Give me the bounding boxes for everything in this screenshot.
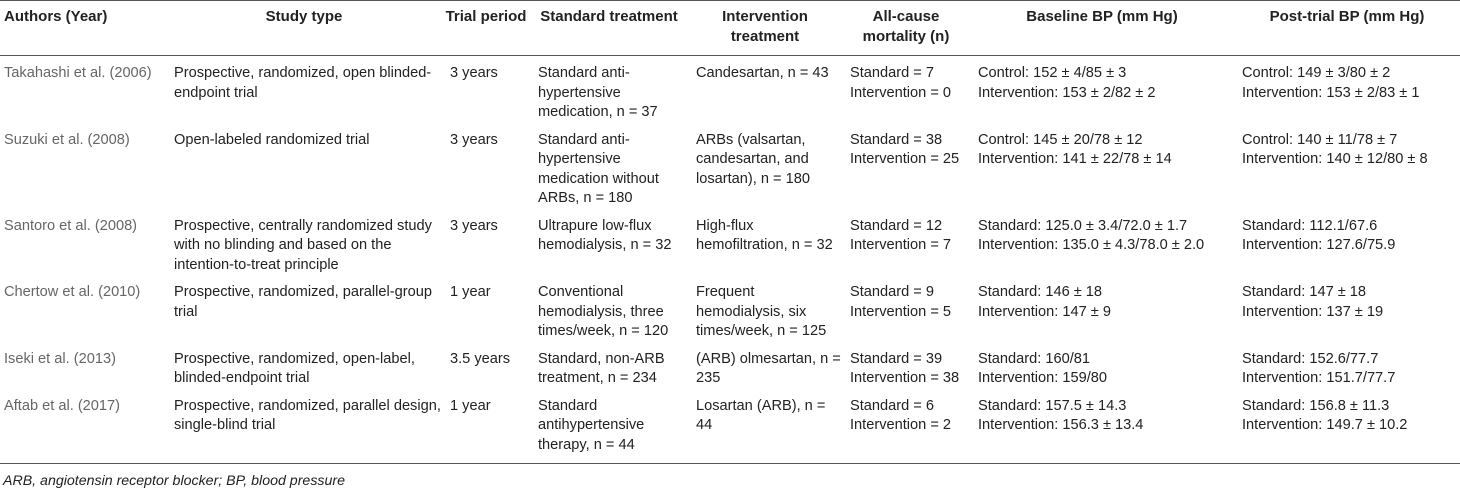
table-header <box>0 1 1460 56</box>
cell-baseline-bp <box>970 278 1234 345</box>
header-post-trial-bp: Post-trial BP (mm Hg) <box>1269 8 1425 25</box>
table-row <box>0 212 1460 279</box>
cell-study-type: Prospective, randomized, open blinded-endpoint trial <box>174 65 432 101</box>
baseline-bp-line: Intervention: 141 ± 22/78 ± 14 <box>978 151 1172 167</box>
cell-mortality <box>842 56 970 126</box>
table-row <box>0 345 1460 392</box>
cell-trial-period: 1 year <box>450 284 491 300</box>
cell-intervention-treatment: ARBs (valsartan, candesartan, and losartan), n = 180 <box>696 131 810 187</box>
mortality-standard: Standard = 7 <box>850 65 934 81</box>
cell-trial-period: 1 year <box>450 397 491 414</box>
cell-intervention-treatment: Losartan (ARB), n = 44 <box>696 397 826 433</box>
cell-mortality <box>842 392 970 464</box>
header-authors: Authors (Year) <box>4 8 108 25</box>
cell-baseline-bp <box>970 345 1234 392</box>
cell-post-trial-bp <box>1234 126 1460 212</box>
post-bp-line: Intervention: 149.7 ± 10.2 <box>1242 417 1408 433</box>
cell-standard-treatment: Conventional hemodialysis, three times/week, n = 120 <box>538 284 669 339</box>
mortality-intervention: Intervention = 5 <box>850 303 952 320</box>
cell-baseline-bp <box>970 212 1234 279</box>
header-standard-treatment: Standard treatment <box>540 8 678 25</box>
cell-post-trial-bp <box>1234 56 1460 126</box>
cell-trial-period: 3.5 years <box>450 350 511 367</box>
header-mortality: All-cause mortality (n) <box>862 8 950 45</box>
cell-baseline-bp <box>970 56 1234 126</box>
cell-intervention-treatment: (ARB) olmesartan, n = 235 <box>696 350 841 386</box>
cell-standard-treatment: Standard antihypertensive therapy, n = 44 <box>538 397 645 453</box>
mortality-intervention: Intervention = 7 <box>850 237 952 253</box>
header-intervention-treatment: Intervention treatment <box>722 8 808 45</box>
cell-intervention-treatment: Frequent hemodialysis, six times/week, n = 125 <box>696 284 827 339</box>
cell-authors: Takahashi et al. (2006) <box>4 65 152 81</box>
mortality-standard: Standard = 38 <box>850 131 943 148</box>
post-bp-line: Control: 149 ± 3/80 ± 2 <box>1242 65 1391 81</box>
cell-intervention-treatment: Candesartan, n = 43 <box>696 65 829 81</box>
cell-post-trial-bp <box>1234 392 1460 464</box>
baseline-bp-line: Intervention: 159/80 <box>978 370 1108 386</box>
cell-baseline-bp <box>970 392 1234 464</box>
cell-authors: Suzuki et al. (2008) <box>4 131 130 148</box>
cell-trial-period: 3 years <box>450 217 498 234</box>
post-bp-line: Standard: 147 ± 18 <box>1242 284 1367 300</box>
mortality-standard: Standard = 39 <box>850 350 943 367</box>
baseline-bp-line: Standard: 146 ± 18 <box>978 284 1103 300</box>
header-study-type: Study type <box>265 8 343 25</box>
baseline-bp-line: Standard: 125.0 ± 3.4/72.0 ± 1.7 <box>978 217 1188 234</box>
cell-study-type: Prospective, randomized, open-label, blinded-endpoint trial <box>174 350 415 386</box>
post-bp-line: Standard: 152.6/77.7 <box>1242 350 1379 367</box>
cell-study-type: Prospective, randomized, parallel design, single-blind trial <box>174 397 441 433</box>
mortality-intervention: Intervention = 38 <box>850 370 960 386</box>
cell-standard-treatment: Standard, non-ARB treatment, n = 234 <box>538 350 665 386</box>
post-bp-line: Control: 140 ± 11/78 ± 7 <box>1242 131 1398 148</box>
mortality-intervention: Intervention = 2 <box>850 417 952 433</box>
mortality-intervention: Intervention = 25 <box>850 151 960 167</box>
cell-standard-treatment: Standard anti-hypertensive medication without ARBs, n = 180 <box>538 131 659 206</box>
baseline-bp-line: Intervention: 135.0 ± 4.3/78.0 ± 2.0 <box>978 237 1205 253</box>
post-bp-line: Intervention: 127.6/75.9 <box>1242 237 1396 253</box>
cell-mortality <box>842 212 970 279</box>
baseline-bp-line: Intervention: 153 ± 2/82 ± 2 <box>978 84 1156 101</box>
cell-standard-treatment: Ultrapure low-flux hemodialysis, n = 32 <box>538 217 672 253</box>
cell-study-type: Open-labeled randomized trial <box>174 131 370 148</box>
cell-post-trial-bp <box>1234 345 1460 392</box>
cell-standard-treatment: Standard anti-hypertensive medication, n = 37 <box>538 65 658 120</box>
baseline-bp-line: Intervention: 156.3 ± 13.4 <box>978 417 1144 433</box>
table-row <box>0 392 1460 464</box>
table-row <box>0 278 1460 345</box>
baseline-bp-line: Intervention: 147 ± 9 <box>978 303 1111 320</box>
cell-study-type: Prospective, randomized, parallel-group trial <box>174 284 432 320</box>
post-bp-line: Standard: 112.1/67.6 <box>1242 217 1378 234</box>
cell-authors: Iseki et al. (2013) <box>4 350 116 367</box>
baseline-bp-line: Control: 145 ± 20/78 ± 12 <box>978 131 1143 148</box>
cell-authors: Aftab et al. (2017) <box>4 397 121 414</box>
baseline-bp-line: Control: 152 ± 4/85 ± 3 <box>978 65 1127 81</box>
cell-baseline-bp <box>970 126 1234 212</box>
cell-post-trial-bp <box>1234 212 1460 279</box>
cell-trial-period: 3 years <box>450 65 498 81</box>
cell-authors: Santoro et al. (2008) <box>4 217 138 234</box>
post-bp-line: Intervention: 137 ± 19 <box>1242 303 1384 320</box>
table-body <box>0 56 1460 464</box>
table-row <box>0 56 1460 126</box>
mortality-standard: Standard = 12 <box>850 217 943 234</box>
post-bp-line: Intervention: 151.7/77.7 <box>1242 370 1396 386</box>
baseline-bp-line: Standard: 160/81 <box>978 350 1090 367</box>
header-trial-period: Trial period <box>445 8 527 25</box>
baseline-bp-line: Standard: 157.5 ± 14.3 <box>978 397 1127 414</box>
cell-mortality <box>842 278 970 345</box>
mortality-standard: Standard = 6 <box>850 397 934 414</box>
table-footnote: ARB, angiotensin receptor blocker; BP, blood pressure <box>3 473 346 489</box>
cell-study-type: Prospective, centrally randomized study with no blinding and based on the intention-to-treat principle <box>174 217 432 273</box>
mortality-standard: Standard = 9 <box>850 284 934 300</box>
mortality-intervention: Intervention = 0 <box>850 84 952 101</box>
post-bp-line: Intervention: 153 ± 2/83 ± 1 <box>1242 84 1420 101</box>
header-baseline-bp: Baseline BP (mm Hg) <box>1026 8 1178 25</box>
table-row <box>0 126 1460 212</box>
post-bp-line: Intervention: 140 ± 12/80 ± 8 <box>1242 151 1428 167</box>
cell-mortality <box>842 345 970 392</box>
cell-intervention-treatment: High-flux hemofiltration, n = 32 <box>696 217 833 253</box>
cell-authors: Chertow et al. (2010) <box>4 284 141 300</box>
cell-trial-period: 3 years <box>450 131 498 148</box>
cell-post-trial-bp <box>1234 278 1460 345</box>
cell-mortality <box>842 126 970 212</box>
post-bp-line: Standard: 156.8 ± 11.3 <box>1242 397 1390 414</box>
